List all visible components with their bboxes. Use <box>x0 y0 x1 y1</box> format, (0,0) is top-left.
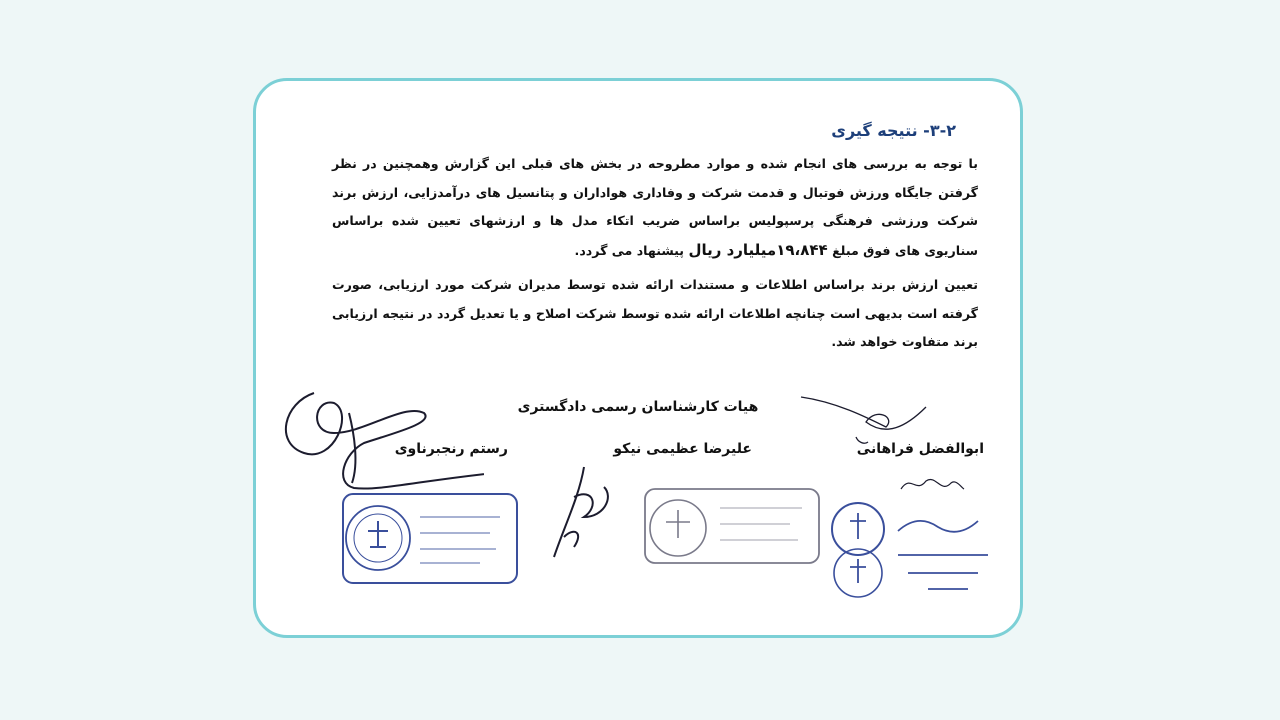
conclusion-paragraph <box>332 150 978 265</box>
brand-value-amount: ١٩،٨۴۴میلیارد ریال <box>688 240 828 259</box>
board-title: هیات کارشناسان رسمی دادگستری <box>517 399 759 415</box>
signature-abolfazl <box>796 387 936 447</box>
official-stamp-2 <box>642 486 822 566</box>
official-stamp-3 <box>828 491 998 601</box>
section-heading: ٢-٣- نتیجه گیری <box>831 121 956 140</box>
document-page <box>256 81 1020 635</box>
official-stamp-1 <box>340 491 520 586</box>
signatory-name: ابوالفضل فراهانی <box>856 441 984 457</box>
document-card <box>253 78 1023 638</box>
signature-alireza <box>544 457 614 567</box>
signature-rostam <box>274 373 484 503</box>
signatory-name: رستم رنجبرناوی <box>394 441 508 457</box>
disclaimer-paragraph: تعیین ارزش برند براساس اطلاعات و مستندات ارائه شده توسط مدیران شرکت مورد ارزیابی، صورت گرفته است بدیهی است چنانچه اطلاعات ارائه شده توسط شرکت اصلاح و یا تعدیل گردد در نتیجه ارزیابی برند متفاوت خواهد شد. <box>332 277 978 349</box>
paragraph-text: با توجه به بررسی های انجام شده و موارد مطروحه در بخش های قبلی این گزارش وهمچنین در نظر گرفتن جایگاه ورزش فوتبال و قدمت شرکت و وفاداری هواداران و پتانسیل های درآمدزایی، ارزش برند شرکت ورزشی فرهنگی پرسپولیس براساس ضریب اتکاء مدل ها و ارزشهای تعیین شده براساس سناریوی های فوق مبلغ <box>332 156 978 258</box>
signatory-name: علیرضا عظیمی نیکو <box>613 441 752 457</box>
paragraph-text-end: پیشنهاد می گردد. <box>574 242 685 258</box>
signature-initials <box>896 469 966 499</box>
